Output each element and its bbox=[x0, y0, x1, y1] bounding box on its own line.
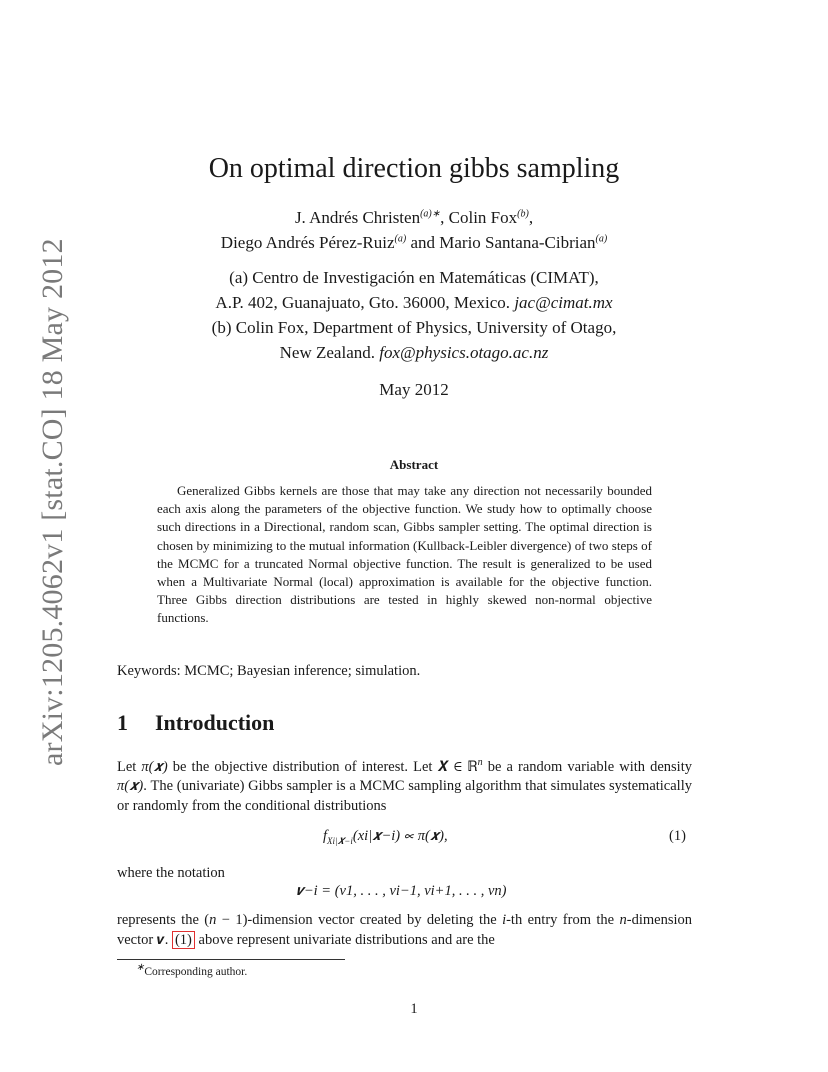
email-link[interactable]: fox@physics.otago.ac.nz bbox=[379, 343, 549, 362]
author-sup: (a) bbox=[394, 233, 407, 245]
math-run: π(𝒙) bbox=[117, 778, 144, 795]
math-run: (xi|𝒙−i) ∝ π(𝒙), bbox=[352, 828, 448, 844]
affiliation-line bbox=[0, 343, 828, 363]
text-run: -dimension vector bbox=[117, 912, 692, 948]
author-fox: , Colin Fox bbox=[440, 208, 518, 227]
math-run: 𝑿 ∈ ℝ bbox=[437, 758, 478, 775]
affiliation-address: New Zealand. bbox=[279, 343, 380, 362]
text-run: be the objective distribution of interest. Let bbox=[167, 758, 438, 775]
text-run: be a random variable with density bbox=[482, 758, 692, 775]
intro-paragraph-1 bbox=[117, 753, 692, 816]
text-run: above represent univariate distributions and are the bbox=[194, 931, 495, 948]
math-run: 𝒗 bbox=[156, 931, 165, 948]
author-sup: (a) bbox=[420, 208, 432, 220]
page-number: 1 bbox=[410, 1001, 418, 1017]
author-perez-ruiz: Diego Andrés Pérez-Ruiz bbox=[220, 233, 395, 252]
math-run: π(𝒙) bbox=[141, 758, 168, 775]
footnote-mark: ∗ bbox=[136, 962, 145, 973]
math-run: n bbox=[619, 912, 627, 928]
text-line: where the notation bbox=[117, 865, 225, 881]
section-title: Introduction bbox=[155, 710, 275, 735]
math-run: f bbox=[323, 828, 328, 844]
equation-2: 𝒗−i = (v1, . . . , vi−1, vi+1, . . . , vn) bbox=[296, 883, 507, 899]
email-link[interactable]: jac@cimat.mx bbox=[514, 293, 613, 312]
affiliation-line: (b) Colin Fox, Department of Physics, University of Otago, bbox=[211, 318, 617, 337]
text-run: represents the ( bbox=[117, 912, 210, 928]
authors-line-1 bbox=[0, 208, 828, 228]
abstract-heading: Abstract bbox=[389, 457, 439, 472]
author-sep: , bbox=[528, 208, 534, 227]
arxiv-stamp: arXiv:1205.4062v1 [stat.CO] 18 May 2012 bbox=[36, 238, 69, 766]
author-santana: and Mario Santana-Cibrian bbox=[406, 233, 596, 252]
text-run: -th entry from the bbox=[506, 912, 620, 928]
affiliation-address: A.P. 402, Guanajuato, Gto. 36000, Mexico. bbox=[215, 293, 515, 312]
affiliation-line: (a) Centro de Investigación en Matemáticas (CIMAT), bbox=[229, 268, 599, 287]
section-heading bbox=[117, 710, 274, 736]
equation-ref-link[interactable]: (1) bbox=[172, 931, 195, 949]
intro-paragraph-2 bbox=[117, 911, 692, 950]
footnote bbox=[136, 962, 247, 978]
keywords: Keywords: MCMC; Bayesian inference; simulation. bbox=[117, 663, 421, 679]
abstract-body: Generalized Gibbs kernels are those that may take any direction not necessarily bounded each axis along the parameters of the objective function. We study how to optimally choose such directions in a Directional, random scan, Gibbs sampler setting. The optimal direction is chosen by minimizing to the mutual information (Kullback-Leibler divergence) of two steps of the MCMC for a truncated Normal objective function. The result is generalized to be used when a Multivariate Normal (local) approximation is available for the objective function. Three Gibbs direction distributions are tested in highly skewed non-normal objective functions. bbox=[157, 483, 652, 626]
section-number: 1 bbox=[117, 710, 128, 735]
paper-date: May 2012 bbox=[379, 380, 449, 399]
text-run: Let bbox=[117, 758, 142, 775]
equation-1 bbox=[323, 828, 448, 847]
corresponding-mark: ∗ bbox=[431, 208, 441, 220]
paper-title: On optimal direction gibbs sampling bbox=[208, 153, 620, 184]
affiliation-line bbox=[0, 293, 828, 313]
math-sub: Xi|𝑿−i bbox=[327, 835, 353, 846]
math-sup: n bbox=[477, 757, 483, 768]
footnote-rule bbox=[117, 959, 345, 960]
text-run: − 1)-dimension vector created by deleting the bbox=[216, 912, 503, 928]
math-run: i bbox=[502, 912, 507, 928]
author-christen: J. Andrés Christen bbox=[294, 208, 421, 227]
authors-line-2 bbox=[0, 233, 828, 253]
author-sup: (b) bbox=[517, 208, 529, 220]
equation-number: (1) bbox=[669, 828, 686, 844]
text-run: . bbox=[164, 931, 172, 948]
author-sup: (a) bbox=[595, 233, 608, 245]
footnote-text: Corresponding author. bbox=[144, 965, 248, 978]
text-run: . The (univariate) Gibbs sampler is a MCMC sampling algorithm that simulates systematically or randomly from the conditional distributions bbox=[117, 778, 692, 814]
math-run: n bbox=[209, 912, 217, 928]
